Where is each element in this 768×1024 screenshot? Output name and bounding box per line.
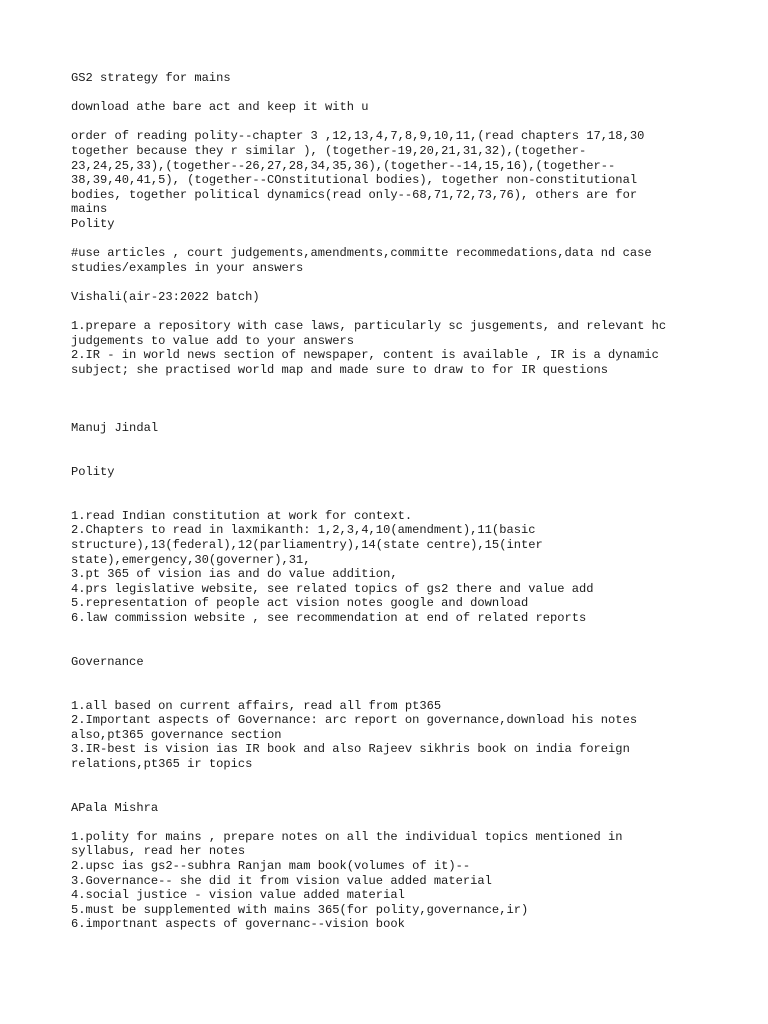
apala-points: 1.polity for mains , prepare notes on all the individual topics mentioned in syllabus, read her notes 2.upsc ias gs2--subhra Ranjan mam book(volumes of it)-- 3.Governance-- she did it from vision value added material 4.social justice - vision value added material 5.must be supplemented with mains 365(for polity,governance,ir) 6.importnant aspects of governanc--vision book: [71, 829, 623, 932]
manuj-heading: Manuj Jindal: [71, 421, 159, 436]
manuj-governance-points: 1.all based on current affairs, read all from pt365 2.Important aspects of Governance: arc report on governance,download his notes also,pt365 governance section 3.IR-best is vision ias IR book and also Rajeev sikhris book on india foreign relations,pt365 ir topics: [71, 698, 638, 771]
reading-order-paragraph: order of reading polity--chapter 3 ,12,13,4,7,8,9,10,11,(read chapters 17,18,30 together because they r similar ), (together-19,20,21,31,32),(together- 23,24,25,33),(together--26,27,28,34,35,36),(together--14,15,16),(together-- 38,39,40,41,5), (together--COnstitutional bodies), together non-constitutional bodies, together political dynamics(read only--68,71,72,73,76), others are for mains: [71, 129, 645, 217]
document-title: GS2 strategy for mains: [71, 71, 231, 85]
polity-label: Polity: [71, 216, 115, 231]
manuj-governance-heading: Governance: [71, 654, 144, 669]
document-body: [71, 71, 711, 932]
vishali-heading: Vishali(air-23:2022 batch): [71, 289, 260, 304]
apala-heading: APala Mishra: [71, 800, 159, 815]
manuj-polity-heading: Polity: [71, 465, 115, 480]
vishali-points: 1.prepare a repository with case laws, particularly sc jusgements, and relevant hc judgements to value add to your answers 2.IR - in world news section of newspaper, content is available , IR is a dynamic subject; she practised world map and made sure to draw to for IR questions: [71, 319, 667, 377]
intro-line: download athe bare act and keep it with u: [71, 100, 369, 115]
use-note-paragraph: #use articles , court judgements,amendments,committe recommedations,data nd case studies/examples in your answers: [71, 246, 652, 275]
manuj-polity-points: 1.read Indian constitution at work for context. 2.Chapters to read in laxmikanth: 1,2,3,4,10(amendment),11(basic structure),13(federal),12(parliamentry),14(state centre),15(inter state),emergency,30(governer),31, 3.pt 365 of vision ias and do value addition, 4.prs legislative website, see related topics of gs2 there and value add 5.representation of people act vision notes google and download 6.law commission website , see recommendation at end of related reports: [71, 508, 594, 625]
